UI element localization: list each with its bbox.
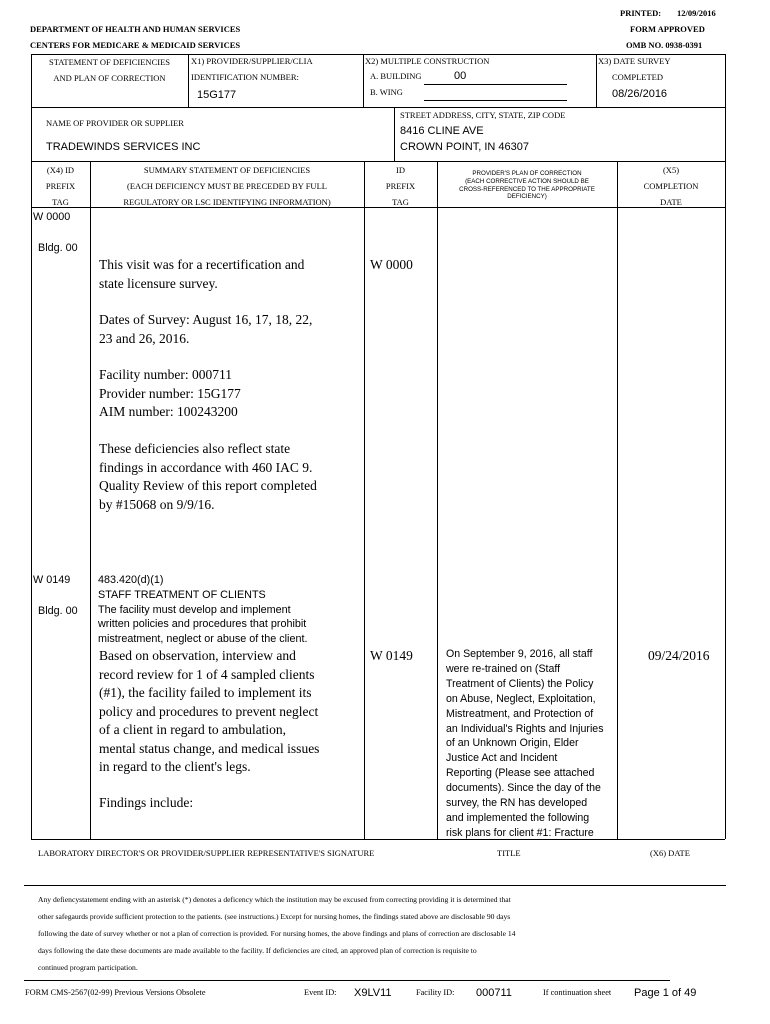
omb-number: OMB NO. 0938-0391 (626, 40, 703, 50)
rule (24, 885, 726, 886)
disclaimer: Any defiencystatement ending with an asterisk (*) denotes a deficency which the institution may be excused from correcting providing it is determined that other safegaurds provide sufficient protection to the patients. (see instructions.) Except for nursing homes, the findings stated above are disclosable 90 days following the date of survey whether or not a plan of correction is provided. For nursing homes, the above findings and plans of correction are disclosable 14 days following the date these documents are made available to the facility. If deficiencies are cited, an approved plan of correction is requisite to continued program participation. (38, 895, 516, 972)
date-survey-value: 08/26/2016 (612, 88, 668, 100)
street-line-1: 8416 CLINE AVE (400, 125, 484, 137)
event-id-value: X9LV11 (354, 987, 392, 999)
facility-id-label: Facility ID: (416, 988, 455, 997)
multiple-construction-label: X2) MULTIPLE CONSTRUCTION (365, 56, 490, 66)
date-survey-label: X3) DATE SURVEY COMPLETED (598, 56, 671, 82)
facility-id-value: 000711 (476, 987, 512, 999)
entry2-bldg: Bldg. 00 (38, 605, 78, 617)
statement-label: STATEMENT OF DEFICIENCIES AND PLAN OF CORRECTION (48, 57, 170, 84)
printed-label: PRINTED: (620, 8, 662, 18)
form-number: FORM CMS-2567(02-99) Previous Versions Obsolete (25, 988, 206, 997)
paragraph: This visit was for a recertification and state licensure survey. (99, 257, 305, 291)
paragraph: Dates of Survey: August 16, 17, 18, 22, 23 and 26, 2016. (99, 312, 313, 346)
rule (437, 161, 438, 839)
rule (31, 839, 725, 840)
signature-title: TITLE (497, 848, 521, 858)
department-title: DEPARTMENT OF HEALTH AND HUMAN SERVICES (30, 24, 241, 34)
rule (394, 107, 395, 161)
provider-name: TRADEWINDS SERVICES INC (46, 141, 201, 153)
summary-header: SUMMARY STATEMENT OF DEFICIENCIES (EACH DEFICIENCY MUST BE PRECEDED BY FULL REGULATORY OR LSC IDENTIFYING INFORMATION) (123, 165, 331, 208)
provider-id-value: 15G177 (197, 89, 237, 101)
signature-date: (X6) DATE (650, 848, 690, 858)
rule (596, 54, 597, 107)
rule (90, 161, 91, 839)
form-approved: FORM APPROVED (630, 24, 705, 34)
continuation-label: If continuation sheet (543, 988, 612, 997)
x4-header: (X4) ID PREFIX TAG (45, 165, 76, 208)
building-underline (424, 84, 567, 85)
rule (31, 54, 725, 55)
rule (725, 54, 726, 839)
x5-header: (X5) COMPLETION DATE (643, 165, 699, 208)
signature-label: LABORATORY DIRECTOR'S OR PROVIDER/SUPPLIER REPRESENTATIVE'S SIGNATURE (38, 848, 375, 858)
rule (617, 161, 618, 839)
findings-include: Findings include: (99, 795, 194, 810)
plan-of-correction: On September 9, 2016, all staff were re-trained on (Staff Treatment of Clients) the Policy on Abuse, Neglect, Exploitation, Mistreatment, and Protection of an Individual's Rights and Injuries of an Unknown Origin, Elder Justice Act and Incident Reporting (Please see attached documents). Since the day of the survey, the RN has developed and implemented the following risk plans for client #1: Fracture (446, 648, 604, 839)
entry1-tag: W 0000 (33, 211, 71, 223)
building-label: A. BUILDING (370, 71, 422, 81)
rule (24, 980, 670, 981)
street-address-label: STREET ADDRESS, CITY, STATE, ZIP CODE (400, 110, 566, 120)
wing-label: B. WING (370, 87, 403, 97)
entry1-summary (99, 256, 361, 514)
building-value: 00 (454, 70, 467, 82)
page-number: Page 1 of 49 (634, 987, 697, 999)
paragraph: Facility number: 000711 Provider number: 15G177 AIM number: 100243200 (99, 367, 241, 419)
entry2-id-tag: W 0149 (370, 648, 413, 663)
entry1-bldg: Bldg. 00 (38, 242, 78, 254)
entry2-regulation: 483.420(d)(1) STAFF TREATMENT OF CLIENTS The facility must develop and implement written policies and procedures that prohibit mistreatment, neglect or abuse of the client. (98, 574, 308, 646)
completion-date: 09/24/2016 (648, 648, 710, 663)
printed-date: 12/09/2016 (677, 8, 716, 18)
provider-name-label: NAME OF PROVIDER OR SUPPLIER (46, 118, 184, 128)
x1-label: X1) PROVIDER/SUPPLIER/CLIA IDENTIFICATION NUMBER: (191, 56, 313, 82)
street-line-2: CROWN POINT, IN 46307 (400, 141, 529, 153)
entry2-tag: W 0149 (33, 574, 71, 586)
entry2-findings: Based on observation, interview and record review for 1 of 4 sampled clients (#1), the facility failed to implement its policy and procedures to prevent neglect of a client in regard to ambulation, mental status change, and medical issues in regard to the client's legs. (99, 648, 320, 774)
centers-title: CENTERS FOR MEDICARE & MEDICAID SERVICES (30, 40, 241, 50)
rule (31, 161, 725, 162)
rule (364, 161, 365, 839)
rule (31, 107, 725, 108)
entry1-id-tag: W 0000 (370, 257, 413, 272)
paragraph: These deficiencies also reflect state findings in accordance with 460 IAC 9. Quality Review of this report completed by #15068 on 9/9/16. (99, 441, 317, 512)
id-header: ID PREFIX TAG (385, 165, 416, 208)
rule (363, 54, 364, 107)
rule (188, 54, 189, 107)
wing-underline (424, 100, 567, 101)
plan-header: PROVIDER'S PLAN OF CORRECTION (EACH CORRECTIVE ACTION SHOULD BE CROSS-REFERENCED TO THE APPROPRIATE DEFICIENCY) (459, 170, 595, 201)
event-id-label: Event ID: (304, 988, 337, 997)
